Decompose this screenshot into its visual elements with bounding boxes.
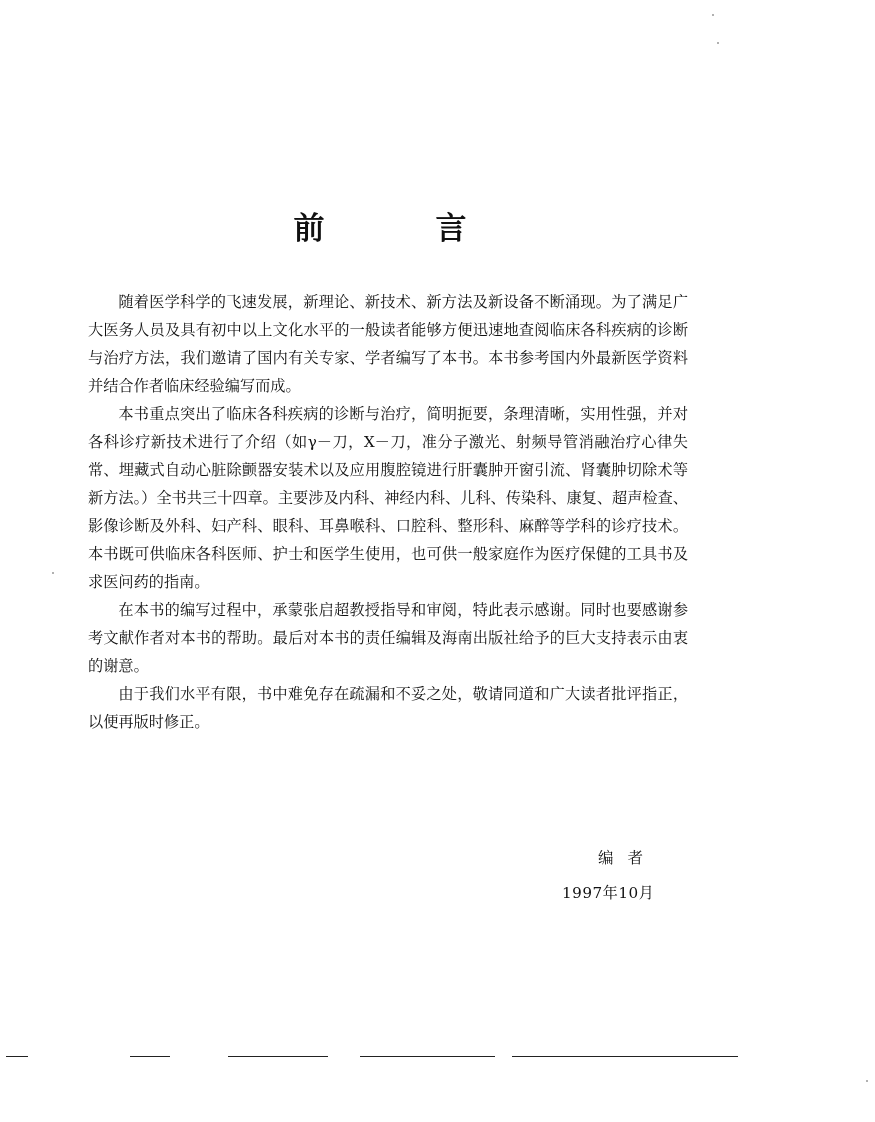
preface-body [88, 288, 688, 736]
scan-speck [712, 14, 714, 16]
scan-speck [52, 572, 54, 574]
paragraph-4: 由于我们水平有限，书中难免存在疏漏和不妥之处，敬请同道和广大读者批评指正，以便再版时修正。 [88, 685, 688, 731]
scan-line [228, 1056, 328, 1057]
scan-line [360, 1056, 495, 1057]
scan-line [6, 1056, 28, 1057]
scan-line [130, 1056, 170, 1057]
scan-speck [717, 42, 719, 44]
scan-line [512, 1056, 738, 1057]
paragraph-2: 本书重点突出了临床各科疾病的诊断与治疗，简明扼要，条理清晰，实用性强，并对各科诊疗新技术进行了介绍（如γ－刀，X－刀，准分子激光、射频导管消融治疗心律失常、埋藏式自动心脏除颤器安装术以及应用腹腔镜进行肝囊肿开窗引流、肾囊肿切除术等新方法。）全书共三十四章。主要涉及内科、神经内科、儿科、传染科、康复、超声检查、影像诊断及外科、妇产科、眼科、耳鼻喉科、口腔科、整形科、麻醉等学科的诊疗技术。本书既可供临床各科医师、护士和医学生使用，也可供一般家庭作为医疗保健的工具书及求医问药的指南。 [88, 405, 688, 591]
scan-speck [866, 1080, 868, 1082]
preface-date: 1997年10月 [562, 884, 655, 902]
author-signature: 编者 [598, 849, 658, 867]
paragraph-1: 随着医学科学的飞速发展，新理论、新技术、新方法及新设备不断涌现。为了满足广大医务人员及具有初中以上文化水平的一般读者能够方便迅速地查阅临床各科疾病的诊断与治疗方法，我们邀请了国内有关专家、学者编写了本书。本书参考国内外最新医学资料并结合作者临床经验编写而成。 [88, 293, 688, 395]
page-title: 前 言 [293, 211, 507, 247]
paragraph-3: 在本书的编写过程中，承蒙张启超教授指导和审阅，特此表示感谢。同时也要感谢参考文献作者对本书的帮助。最后对本书的责任编辑及海南出版社给予的巨大支持表示由衷的谢意。 [88, 601, 688, 675]
